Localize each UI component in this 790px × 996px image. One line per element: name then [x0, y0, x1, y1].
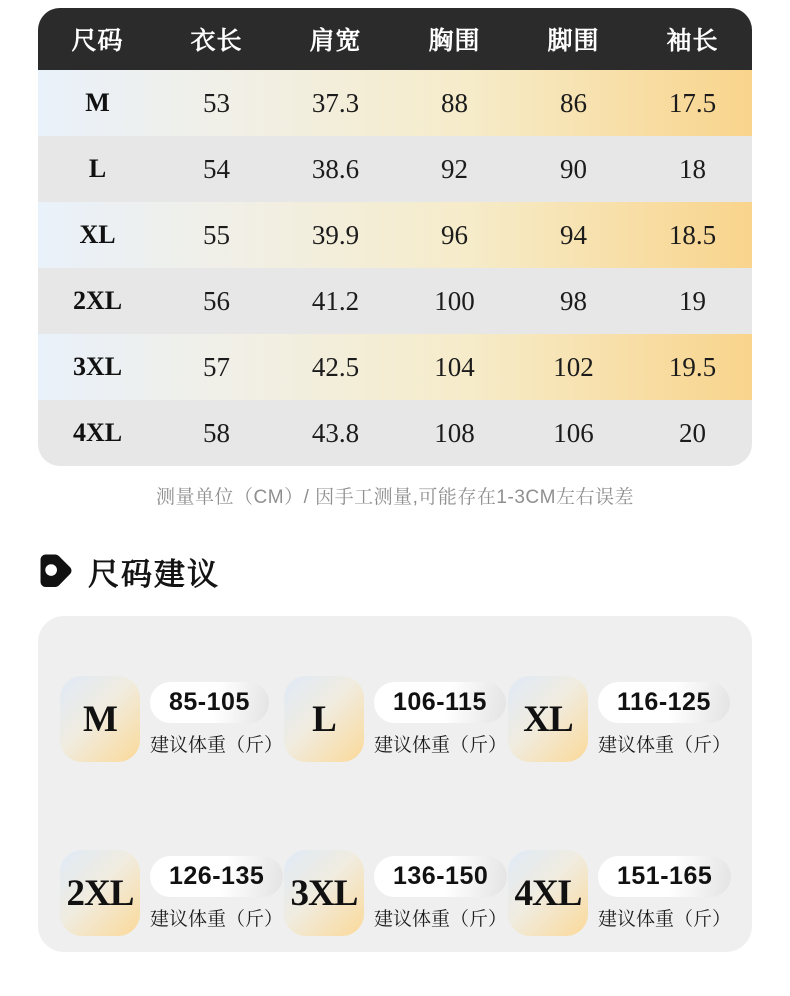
size-badge: 3XL	[284, 850, 364, 936]
row-cell: 56	[203, 285, 230, 316]
row-size-label: XL	[79, 220, 116, 249]
weight-range-pill: 126-135	[150, 856, 283, 897]
row-size-label: 3XL	[72, 352, 123, 381]
row-cell: 17.5	[668, 87, 717, 118]
row-cell: 100	[434, 285, 475, 316]
row-cell: 42.5	[311, 351, 360, 382]
row-cell: 18	[679, 153, 706, 184]
table-row	[38, 202, 752, 268]
suggestion-card-4xl	[508, 834, 732, 952]
row-cell: 92	[441, 153, 468, 184]
size-badge: M	[60, 676, 140, 762]
weight-range-pill: 151-165	[598, 856, 731, 897]
row-cell: 19.5	[668, 351, 717, 382]
table-row	[38, 136, 752, 202]
size-badge: XL	[508, 676, 588, 762]
row-size-label: M	[85, 88, 110, 117]
suggestion-card-m	[60, 660, 284, 778]
size-chart-table	[38, 8, 752, 466]
row-cell: 90	[560, 153, 587, 184]
suggestion-card-xl	[508, 660, 732, 778]
row-cell: 18.5	[668, 219, 717, 250]
row-cell: 37.3	[311, 87, 360, 118]
table-row	[38, 70, 752, 136]
row-cell: 19	[679, 285, 706, 316]
row-size-label: 2XL	[72, 286, 123, 315]
row-cell: 54	[203, 153, 230, 184]
weight-label: 建议体重（斤）	[598, 908, 732, 930]
column-header-shoulder: 肩宽	[309, 27, 362, 55]
suggestion-card-2xl	[60, 834, 284, 952]
table-row	[38, 268, 752, 334]
column-header-size: 尺码	[71, 27, 124, 55]
row-cell: 41.2	[311, 285, 360, 316]
row-cell: 20	[679, 417, 706, 448]
table-row	[38, 400, 752, 466]
column-header-hem: 脚围	[547, 27, 600, 55]
size-suggestion-heading	[38, 549, 220, 594]
weight-range-pill: 85-105	[150, 682, 269, 723]
weight-range-pill: 116-125	[598, 682, 730, 723]
row-cell: 57	[203, 351, 230, 382]
suggestion-card-l	[284, 660, 508, 778]
weight-range-pill: 106-115	[374, 682, 506, 723]
row-cell: 53	[203, 87, 230, 118]
size-badge: L	[284, 676, 364, 762]
row-cell: 108	[434, 417, 475, 448]
column-header-sleeve: 袖长	[666, 27, 719, 55]
row-cell: 102	[553, 351, 594, 382]
weight-label: 建议体重（斤）	[150, 734, 284, 756]
column-header-length: 衣长	[190, 27, 243, 55]
row-cell: 58	[203, 417, 230, 448]
row-cell: 96	[441, 219, 468, 250]
row-cell: 88	[441, 87, 468, 118]
size-badge: 4XL	[508, 850, 588, 936]
tag-icon	[38, 553, 73, 590]
row-cell: 55	[203, 219, 230, 250]
row-cell: 43.8	[311, 417, 360, 448]
row-cell: 106	[553, 417, 594, 448]
row-size-label: L	[88, 154, 107, 183]
suggestion-card-3xl	[284, 834, 508, 952]
row-cell: 104	[434, 351, 475, 382]
weight-range-pill: 136-150	[374, 856, 507, 897]
row-cell: 94	[560, 219, 587, 250]
measurement-note: 测量单位（CM）/ 因手工测量,可能存在1-3CM左右误差	[156, 487, 634, 508]
table-row	[38, 334, 752, 400]
weight-label: 建议体重（斤）	[598, 734, 732, 756]
size-suggestion-panel	[38, 616, 752, 952]
weight-label: 建议体重（斤）	[374, 734, 508, 756]
row-cell: 38.6	[311, 153, 360, 184]
size-badge: 2XL	[60, 850, 140, 936]
weight-label: 建议体重（斤）	[374, 908, 508, 930]
row-cell: 39.9	[311, 219, 360, 250]
weight-label: 建议体重（斤）	[150, 908, 284, 930]
column-header-chest: 胸围	[428, 27, 481, 55]
row-size-label: 4XL	[72, 418, 123, 447]
size-chart-header-row	[38, 8, 752, 70]
row-cell: 86	[560, 87, 587, 118]
row-cell: 98	[560, 285, 587, 316]
section-title: 尺码建议	[88, 557, 220, 592]
